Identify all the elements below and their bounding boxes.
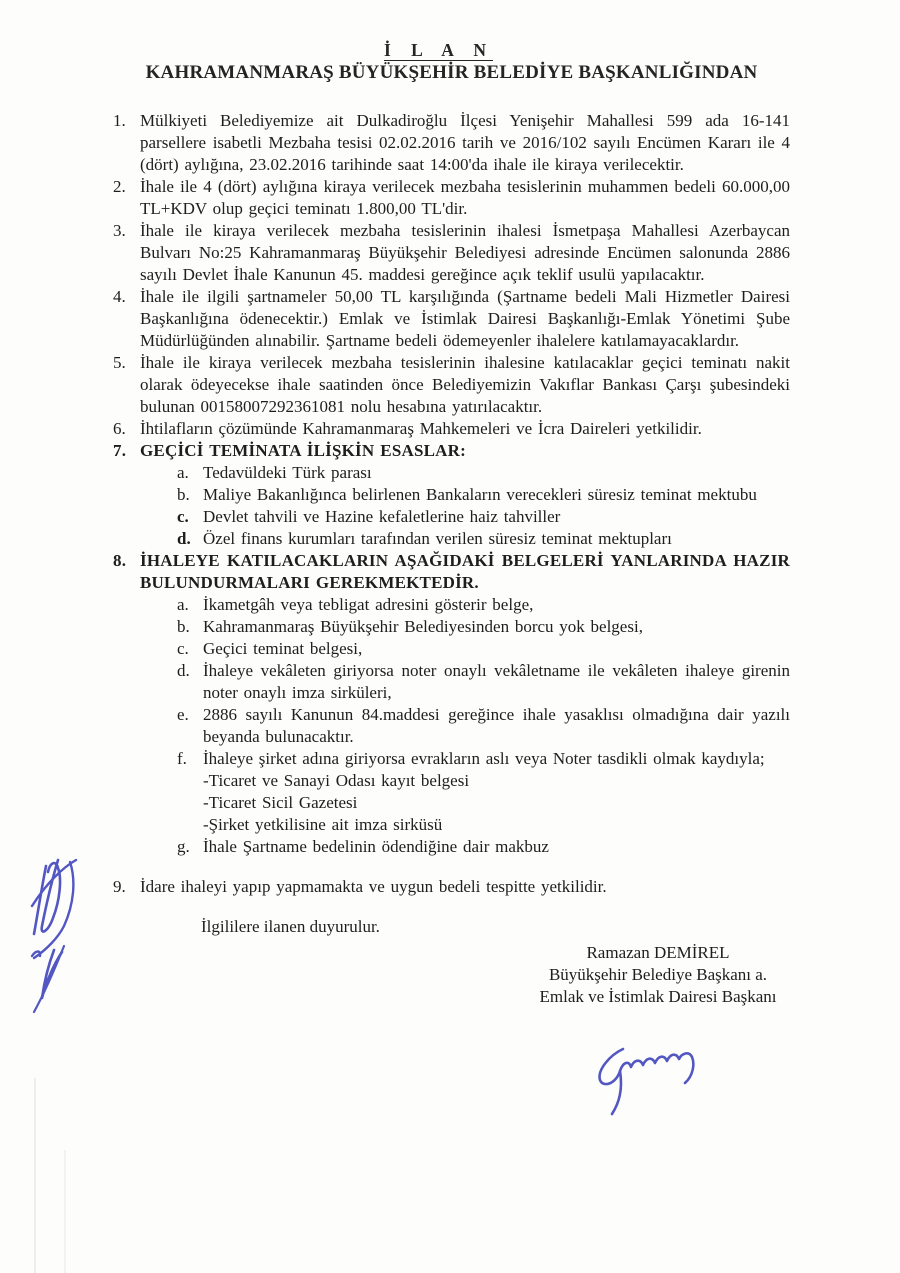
sub-item-7d (177, 528, 790, 550)
sub-text (203, 748, 790, 836)
sub-letter: c. (177, 639, 189, 658)
sub-item-7a (177, 462, 790, 484)
sub-item-8d (177, 660, 790, 704)
list-item-8 (113, 550, 790, 594)
item-text: İhtilafların çözümünde Kahramanmaraş Mahkemeleri ve İcra Daireleri yetkilidir. (140, 419, 702, 438)
item-text: İhale ile ilgili şartnameler 50,00 TL karşılığında (Şartname bedeli Mali Hizmetler Dairesi Başkanlığına ödenecektir.) Emlak ve İstimlak Dairesi Başkanlığı-Emlak Yönetimi Şube Müdürlüğünden alınabilir. Şartname bedeli ödemeyenler ihalelere katılamayacaklardır. (140, 287, 790, 350)
sub-list-7 (177, 462, 790, 550)
list-item-3 (113, 220, 790, 286)
list-item-7 (113, 440, 790, 462)
item-text: İdare ihaleyi yapıp yapmamakta ve uygun bedeli tespitte yetkilidir. (140, 877, 607, 896)
margin-paraph-bottom (32, 946, 64, 1012)
item-number: 2. (113, 177, 126, 196)
sub-letter: e. (177, 705, 189, 724)
scan-artifact (64, 1150, 66, 1273)
document-header (113, 40, 790, 84)
sub-letter: a. (177, 595, 189, 614)
sub-letter: c. (177, 507, 189, 526)
item-heading: İHALEYE KATILACAKLARIN AŞAĞIDAKİ BELGELERİ YANLARINDA HAZIR BULUNDURMALARI GEREKMEKTEDİR. (140, 551, 790, 592)
sub-item-7b (177, 484, 790, 506)
signature-block (503, 942, 813, 1008)
sub-letter: d. (177, 529, 191, 548)
sub-item-8f (177, 748, 790, 836)
dash-line: -Şirket yetkilisine ait imza sirküsü (203, 815, 443, 834)
sub-text: İhaleye vekâleten giriyorsa noter onaylı vekâletname ile vekâleten ihaleye girenin noter onaylı imza sirküleri, (203, 661, 790, 702)
item-number: 8. (113, 551, 127, 570)
sub-text-paragraph: İhaleye şirket adına giriyorsa evrakların aslı veya Noter tasdikli olmak kaydıyla; (203, 749, 765, 768)
item-number: 1. (113, 111, 126, 130)
sub-letter: d. (177, 661, 190, 680)
dash-line: -Ticaret ve Sanayi Odası kayıt belgesi (203, 771, 470, 790)
item-number: 6. (113, 419, 126, 438)
item-number: 9. (113, 877, 126, 896)
sub-letter: b. (177, 485, 190, 504)
list-item-2 (113, 176, 790, 220)
signatory-name: Ramazan DEMİREL (586, 943, 730, 962)
list-item-9 (113, 876, 790, 898)
item-text: İhale ile kiraya verilecek mezbaha tesislerinin ihalesi İsmetpaşa Mahallesi Azerbaycan Bulvarı No:25 Kahramanmaraş Büyükşehir Belediyesi adresinde Encümen salonunda 2886 sayılı Devlet İhale Kanunun 45. maddesi gereğince açık teklif usulü yapılacaktır. (140, 221, 790, 284)
item-heading: GEÇİCİ TEMİNATA İLİŞKİN ESASLAR: (140, 441, 466, 460)
margin-paraph-top (32, 860, 76, 958)
list-item-6 (113, 418, 790, 440)
sub-item-8c (177, 638, 790, 660)
item-number: 3. (113, 221, 126, 240)
sub-text: Tedavüldeki Türk parası (203, 463, 372, 482)
signatory-title-2: Emlak ve İstimlak Dairesi Başkanı (539, 987, 777, 1006)
sub-letter: g. (177, 837, 190, 856)
sub-letter: a. (177, 463, 189, 482)
sub-item-8a (177, 594, 790, 616)
list-item-1 (113, 110, 790, 176)
item-number: 4. (113, 287, 126, 306)
sub-list-8 (177, 594, 790, 858)
item-text: Mülkiyeti Belediyemize ait Dulkadiroğlu İlçesi Yenişehir Mahallesi 599 ada 16-141 parsellere isabetli Mezbaha tesisi 02.02.2016 tarih ve 2016/102 sayılı Encümen Kararı ile 4 (dört) aylığına, 23.02.2016 tarihinde saat 14:00'da ihale ile kiraya verilecektir. (140, 111, 790, 174)
dash-line-list (203, 770, 790, 836)
sub-text: Maliye Bakanlığınca belirlenen Bankaların verecekleri süresiz teminat mektubu (203, 485, 757, 504)
closing-line: İlgililere ilanen duyurulur. (201, 917, 380, 936)
document-body (113, 40, 790, 1008)
sub-item-8e (177, 704, 790, 748)
signatory-title-1: Büyükşehir Belediye Başkanı a. (548, 965, 768, 984)
sub-text: İkametgâh veya tebligat adresini gösterir belge, (203, 595, 534, 614)
sub-text: Özel finans kurumları tarafından verilen süresiz teminat mektupları (203, 529, 672, 548)
item-number: 5. (113, 353, 126, 372)
signature-ink (600, 1049, 694, 1114)
sub-item-8g (177, 836, 790, 858)
sub-letter: f. (177, 749, 187, 768)
issuing-authority-heading: KAHRAMANMARAŞ BÜYÜKŞEHİR BELEDİYE BAŞKANLIĞINDAN (145, 62, 758, 83)
scan-artifact (34, 1078, 36, 1273)
item-text: İhale ile 4 (dört) aylığına kiraya verilecek mezbaha tesislerinin muhammen bedeli 60.000,00 TL+KDV olup geçici teminatı 1.800,00 TL'dir. (140, 177, 790, 218)
sub-text: Geçici teminat belgesi, (203, 639, 363, 658)
sub-text: 2886 sayılı Kanunun 84.maddesi gereğince ihale yasaklısı olmadığına dair yazılı beyanda bulunacaktır. (203, 705, 790, 746)
document-title: İ L A N (384, 40, 493, 60)
sub-text: Kahramanmaraş Büyükşehir Belediyesinden borcu yok belgesi, (203, 617, 643, 636)
sub-text: İhale Şartname bedelinin ödendiğine dair makbuz (203, 837, 549, 856)
sub-text: Devlet tahvili ve Hazine kefaletlerine haiz tahviller (203, 507, 561, 526)
item-number: 7. (113, 441, 127, 460)
sub-item-8b (177, 616, 790, 638)
sub-letter: b. (177, 617, 190, 636)
item-text: İhale ile kiraya verilecek mezbaha tesislerinin ihalesine katılacaklar geçici teminatı nakit olarak ödeyecekse ihale saatinden önce Belediyemizin Vakıflar Bankası Çarşı şubesindeki bulunan 00158007292361081 nolu hesabına yatırılacaktır. (140, 353, 790, 416)
dash-line: -Ticaret Sicil Gazetesi (203, 793, 358, 812)
sub-item-7c (177, 506, 790, 528)
list-item-4 (113, 286, 790, 352)
list-item-5 (113, 352, 790, 418)
